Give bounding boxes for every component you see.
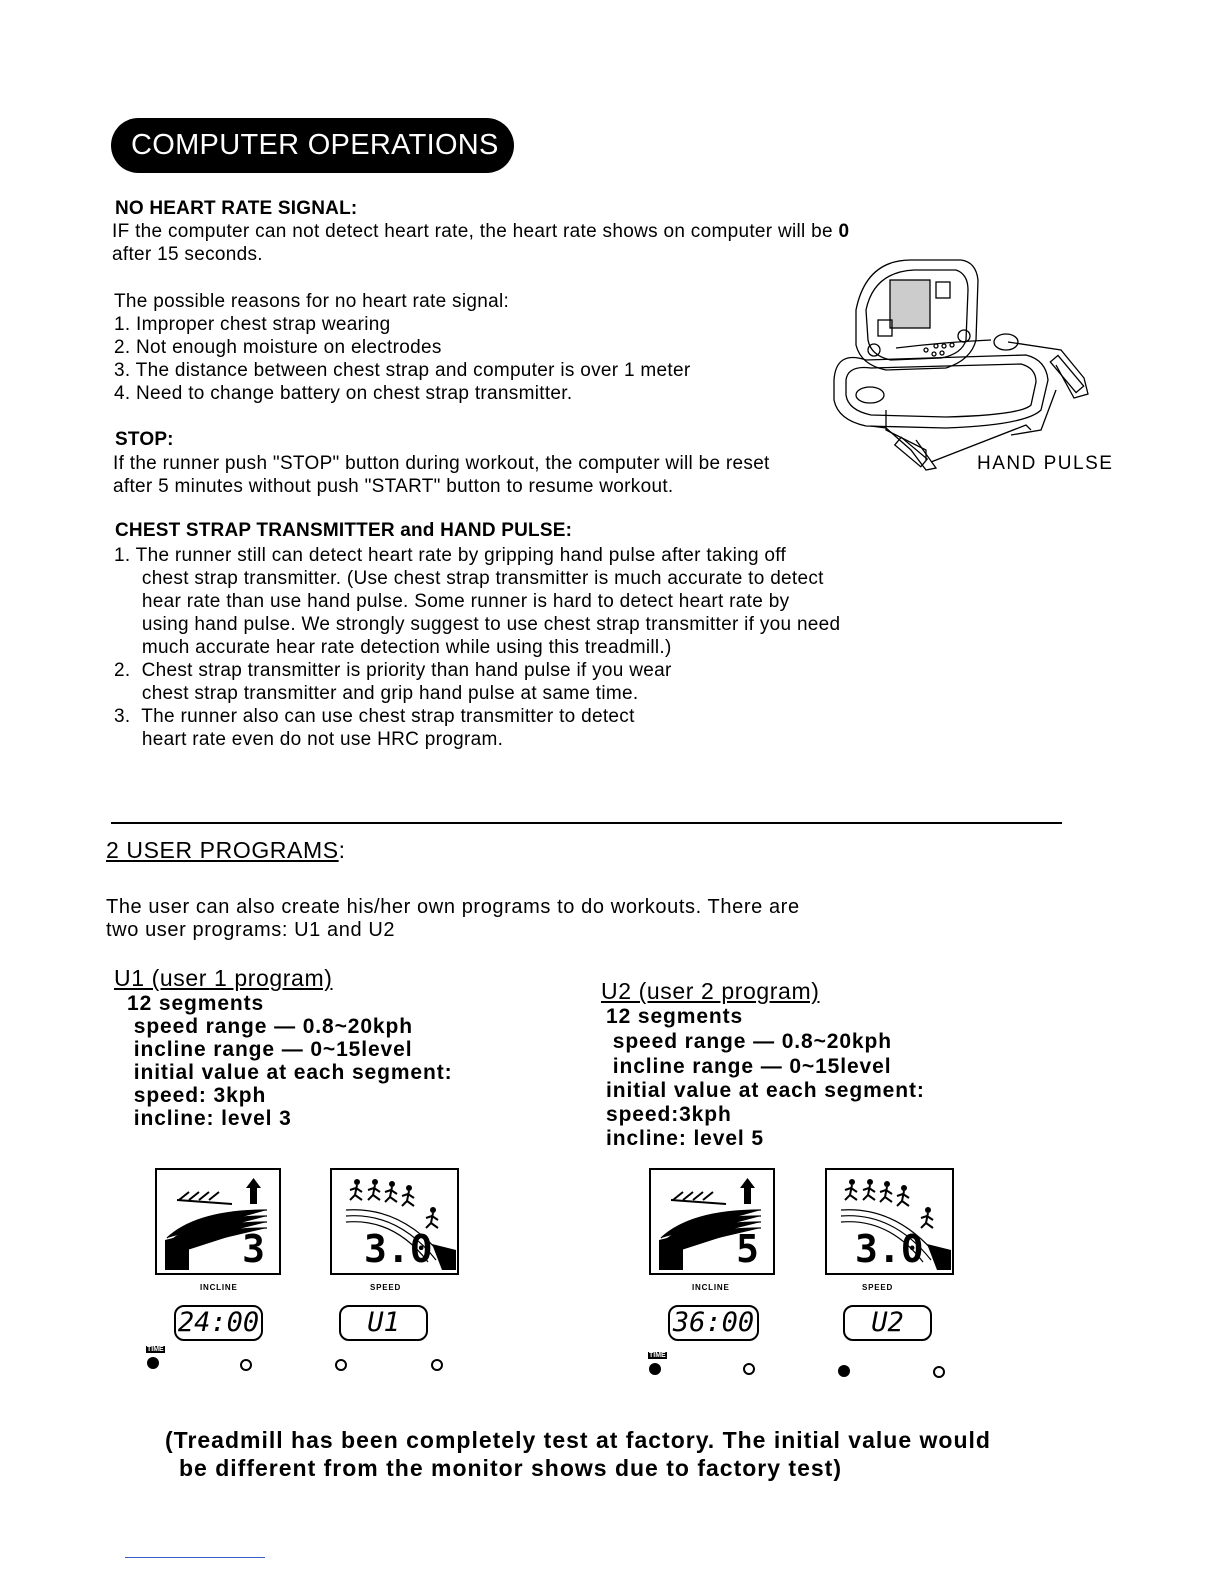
u2-incline-value: 5: [736, 1227, 759, 1271]
reasons-intro: The possible reasons for no heart rate signal:: [114, 291, 510, 312]
chest-line: heart rate even do not use HRC program.: [114, 729, 504, 750]
u2-time-indicator: [649, 1363, 661, 1375]
u2-indicator-4: [933, 1366, 945, 1378]
u1-time-display: 24:00: [174, 1305, 263, 1341]
chest-line: 3. The runner also can use chest strap transmitter to detect: [114, 706, 635, 727]
u1-spec-line: incline: level 3: [127, 1107, 292, 1130]
u2-program-display: U2: [843, 1305, 932, 1341]
u2-speed-value: 3.0: [855, 1227, 924, 1271]
reason-item: 3. The distance between chest strap and computer is over 1 meter: [114, 360, 691, 381]
u2-spec-line: incline range — 0~15level: [606, 1055, 892, 1078]
u2-incline-label: INCLINE: [692, 1283, 730, 1292]
u1-indicator-4: [431, 1359, 443, 1371]
chest-line: 2. Chest strap transmitter is priority than hand pulse if you wear: [114, 660, 672, 681]
u1-incline-value: 3: [242, 1227, 265, 1271]
no-heart-rate-heading: NO HEART RATE SIGNAL:: [115, 198, 358, 219]
user-programs-intro: The user can also create his/her own programs to do workouts. There are: [106, 896, 800, 918]
no-heart-rate-line1: IF the computer can not detect heart rate, the heart rate shows on computer will be: [112, 221, 833, 242]
u1-speed-display: [330, 1168, 459, 1275]
u1-title: U1 (user 1 program): [114, 965, 333, 991]
stop-line1: If the runner push "STOP" button during workout, the computer will be reset: [113, 453, 770, 474]
u1-time-indicator: [147, 1357, 159, 1369]
section-divider: [111, 822, 1062, 824]
u1-spec-line: speed range — 0.8~20kph: [127, 1015, 413, 1038]
chest-line: 1. The runner still can detect heart rate by gripping hand pulse after taking off: [114, 545, 787, 566]
u1-program-display: U1: [339, 1305, 428, 1341]
chest-line: using hand pulse. We strongly suggest to use chest strap transmitter if you need: [114, 614, 841, 635]
u2-indicator-3: [838, 1365, 850, 1377]
treadmill-console-illustration: [826, 250, 1116, 480]
user-programs-title: 2 USER PROGRAMS: [106, 837, 339, 863]
footer-rule: [125, 1557, 265, 1558]
u2-spec-line: speed range — 0.8~20kph: [606, 1030, 892, 1053]
time-indicator-icon: TIME: [147, 1346, 164, 1353]
user-programs-heading: [106, 837, 345, 864]
no-heart-rate-value: 0: [838, 221, 850, 242]
reason-item: 2. Not enough moisture on electrodes: [114, 337, 442, 358]
chest-line: chest strap transmitter. (Use chest strap transmitter is much accurate to detect: [114, 568, 824, 589]
u1-spec-line: speed: 3kph: [127, 1084, 267, 1107]
u2-spec-line: 12 segments: [606, 1005, 744, 1028]
chest-line: much accurate hear rate detection while using this treadmill.): [114, 637, 672, 658]
reason-item: 1. Improper chest strap wearing: [114, 314, 391, 335]
u2-time-display: 36:00: [668, 1305, 759, 1341]
reason-item: 4. Need to change battery on chest strap transmitter.: [114, 383, 573, 404]
u2-spec-line: incline: level 5: [606, 1127, 764, 1150]
chest-line: hear rate than use hand pulse. Some runner is hard to detect heart rate by: [114, 591, 790, 612]
u1-indicator-3: [335, 1359, 347, 1371]
u1-incline-label: INCLINE: [200, 1283, 238, 1292]
u2-speed-display: [825, 1168, 954, 1275]
factory-test-note: (Treadmill has been completely test at factory. The initial value would: [165, 1427, 991, 1453]
u1-spec-line: 12 segments: [127, 992, 265, 1015]
u1-spec-line: initial value at each segment:: [127, 1061, 453, 1084]
chest-strap-heading: CHEST STRAP TRANSMITTER and HAND PULSE:: [115, 520, 573, 541]
section-banner: COMPUTER OPERATIONS: [111, 118, 514, 173]
u1-indicator-2: [240, 1359, 252, 1371]
hand-pulse-label: HAND PULSE: [977, 453, 1114, 474]
chest-line: chest strap transmitter and grip hand pulse at same time.: [114, 683, 639, 704]
no-heart-rate-text: [112, 220, 849, 243]
u1-incline-display: [155, 1168, 281, 1275]
factory-test-note: be different from the monitor shows due to factory test): [179, 1455, 842, 1481]
stop-heading: STOP:: [115, 429, 174, 450]
no-heart-rate-line2: after 15 seconds.: [112, 244, 263, 265]
user-programs-colon: :: [338, 837, 346, 863]
u2-title: U2 (user 2 program): [601, 978, 820, 1004]
user-programs-intro: two user programs: U1 and U2: [106, 919, 396, 941]
u1-speed-value: 3.0: [364, 1227, 433, 1271]
u2-speed-label: SPEED: [862, 1283, 894, 1292]
u2-incline-display: [649, 1168, 775, 1275]
u1-spec-line: incline range — 0~15level: [127, 1038, 413, 1061]
u2-spec-line: initial value at each segment:: [606, 1079, 925, 1102]
u2-indicator-2: [743, 1363, 755, 1375]
u2-spec-line: speed:3kph: [606, 1103, 732, 1126]
stop-line2: after 5 minutes without push "START" button to resume workout.: [113, 476, 674, 497]
u1-speed-label: SPEED: [370, 1283, 402, 1292]
time-indicator-icon: TIME: [649, 1352, 666, 1359]
